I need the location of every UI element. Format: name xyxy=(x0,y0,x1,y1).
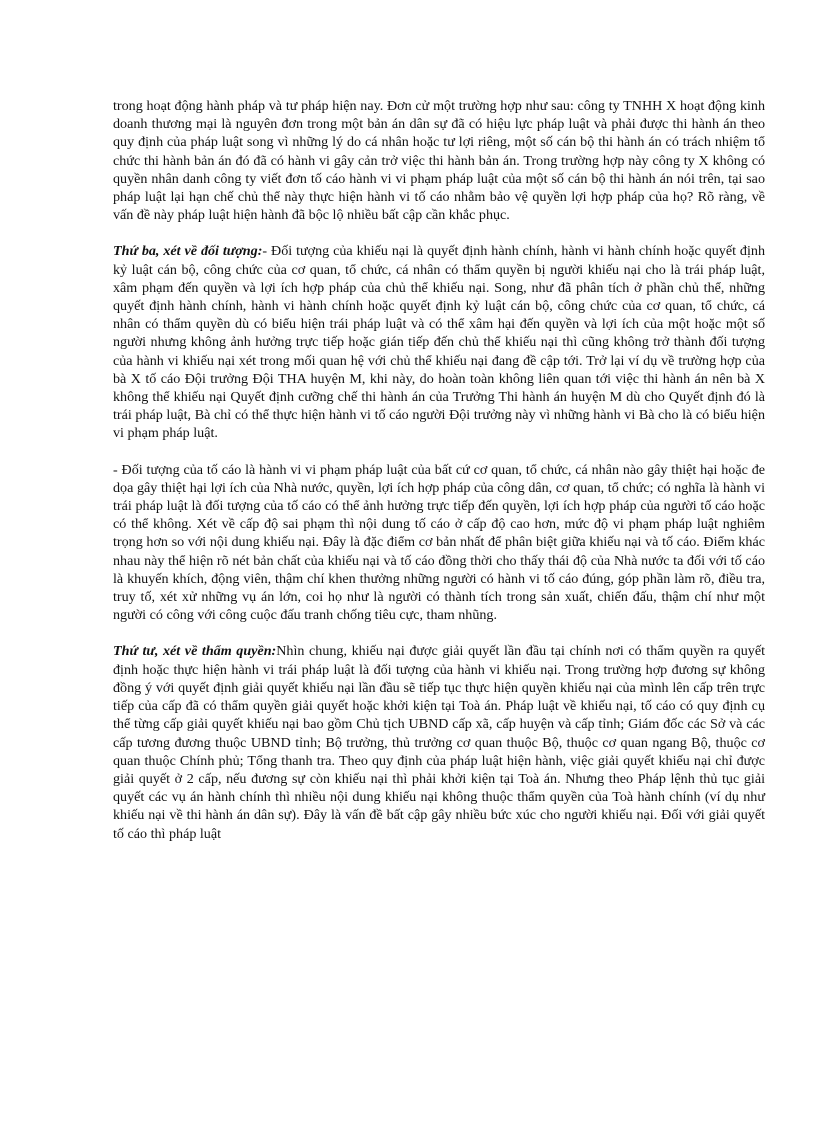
section-lead-third: Thứ ba, xét về đối tượng: xyxy=(113,243,263,260)
paragraph-text: - Đối tượng của tố cáo là hành vi vi phạm pháp luật của bất cứ cơ quan, tổ chức, cá nhân nào gây thiệt hại hoặc đe dọa gây thiệt hại lợi ích của Nhà nước, quyền, lợi ích hợp pháp của công dân, cơ quan, tổ chức; có nghĩa là hành vi trái pháp luật là đối tượng của tố cáo có thể ảnh hưởng trực tiếp đến quyền, lợi ích hợp pháp của người tố cáo hoặc có thể không. Xét về cấp độ sai phạm thì nội dung tố cáo ở cấp độ cao hơn, mức độ vi phạm pháp luật nghiêm trọng hơn so với nội dung khiếu nại. Đây là đặc điểm cơ bản nhất để phân biệt giữa khiếu nại và tố cáo. Điểm khác nhau này thể hiện rõ nét bản chất của khiếu nại và tố cáo đồng thời cho thấy thái độ của Nhà nước ta đối với tố cáo là khuyến khích, động viên, thậm chí khen thưởng những người có hành vi tố cáo đúng, góp phần làm rõ, điều tra, truy tố, xét xử những vụ án lớn, coi họ như là người có thành tích trong sản xuất, chiến đấu, thậm chí như một người có công với công cuộc đấu tranh chống tiêu cực, tham nhũng. xyxy=(113,461,765,624)
paragraph-text: Nhìn chung, khiếu nại được giải quyết lần đầu tại chính nơi có thẩm quyền ra quyết định hoặc thực hiện hành vi trái pháp luật là đối tượng của hành vi khiếu nại. Trong trường hợp đương sự không đồng ý với quyết định giải quyết khiếu nại lần đầu sẽ tiếp tục thực hiện quyền khiếu nại của mình lên cấp trên trực tiếp của cấp đã có thẩm quyền giải quyết hoặc khởi kiện tại Toà án. Pháp luật về khiếu nại, tố cáo có quy định cụ thể từng cấp giải quyết khiếu nại bao gồm Chủ tịch UBND cấp xã, cấp huyện và cấp tỉnh; Giám đốc các Sở và các cấp tương đương thuộc UBND tỉnh; Bộ trưởng, thủ trưởng cơ quan thuộc Bộ, thuộc cơ quan ngang Bộ, thuộc cơ quan thuộc Chính phủ; Tổng thanh tra. Theo quy định của pháp luật hiện hành, việc giải quyết khiếu nại chỉ được giải quyết ở 2 cấp, nếu đương sự còn khiếu nại thì phải khởi kiện tại Toà án. Nhưng theo Pháp lệnh thủ tục giải quyết các vụ án hành chính thì nhiều nội dung khiếu nại không thuộc thẩm quyền của Toà hành chính (ví dụ như khiếu nại về thi hành án dân sự). Đây là vấn đề bất cập gây nhiều bức xúc cho người khiếu nại. Đối với giải quyết tố cáo thì pháp luật xyxy=(113,643,766,842)
paragraph-fourth-authority xyxy=(113,642,765,842)
paragraph-denunciation-object xyxy=(113,461,765,625)
document-page xyxy=(113,97,765,843)
paragraph-example-company xyxy=(113,97,765,224)
paragraph-third-object xyxy=(113,242,765,442)
paragraph-text: - Đối tượng của khiếu nại là quyết định hành chính, hành vi hành chính hoặc quyết định kỷ luật cán bộ, công chức của cơ quan, tổ chức, cá nhân có thẩm quyền bị người khiếu nại cho là trái pháp luật, xâm phạm đến quyền và lợi ích hợp pháp của chủ thể khiếu nại. Song, như đã phân tích ở phần chủ thể, những quyết định hành chính, hành vi hành chính hoặc quyết định kỷ luật cán bộ, công chức của cơ quan, tổ chức, cá nhân có thẩm quyền dù có biểu hiện trái pháp luật và có thể xâm hại đến quyền và lợi ích của một hoặc một số người nhưng không ảnh hưởng trực tiếp hoặc gián tiếp đến chủ thể khiếu nại thì cũng không trở thành đối tượng của hành vi khiếu nại xét trong mối quan hệ với chủ thể khiếu nại đang đề cập tới. Trở lại ví dụ về trường hợp của bà X tố cáo Đội trưởng Đội THA huyện M, khi này, do hoàn toàn không liên quan tới việc thi hành án nên bà X không thể khiếu nại Quyết định cưỡng chế thi hành án của Trưởng Thi hành án huyện M dù cho Quyết định đó là trái pháp luật, Bà chỉ có thể thực hiện hành vi tố cáo người Đội trưởng này vì những hành vi Bà cho là có biểu hiện vi phạm pháp luật. xyxy=(113,243,765,442)
paragraph-text: trong hoạt động hành pháp và tư pháp hiện nay. Đơn cử một trường hợp như sau: công ty TNHH X hoạt động kinh doanh thương mại là nguyên đơn trong một bản án dân sự đã có hiệu lực pháp luật và phải được thi hành án theo quy định của pháp luật song vì những lý do cá nhân hoặc tư lợi riêng, một số cán bộ thi hành án có trách nhiệm tổ chức thi hành bản án đó đã có hành vi gây cản trở việc thi hành bản án. Trong trường hợp này công ty X không có quyền nhân danh công ty viết đơn tố cáo hành vi vi phạm pháp luật của một số cán bộ thi hành án nói trên, tại sao pháp luật lại hạn chế chủ thể này thực hiện hành vi tố cáo nhằm bảo vệ quyền lợi hợp pháp của họ? Rõ ràng, về vấn đề này pháp luật hiện hành đã bộc lộ nhiều bất cập cần khắc phục. xyxy=(113,98,765,224)
section-lead-fourth: Thứ tư, xét về thẩm quyền: xyxy=(113,643,277,660)
